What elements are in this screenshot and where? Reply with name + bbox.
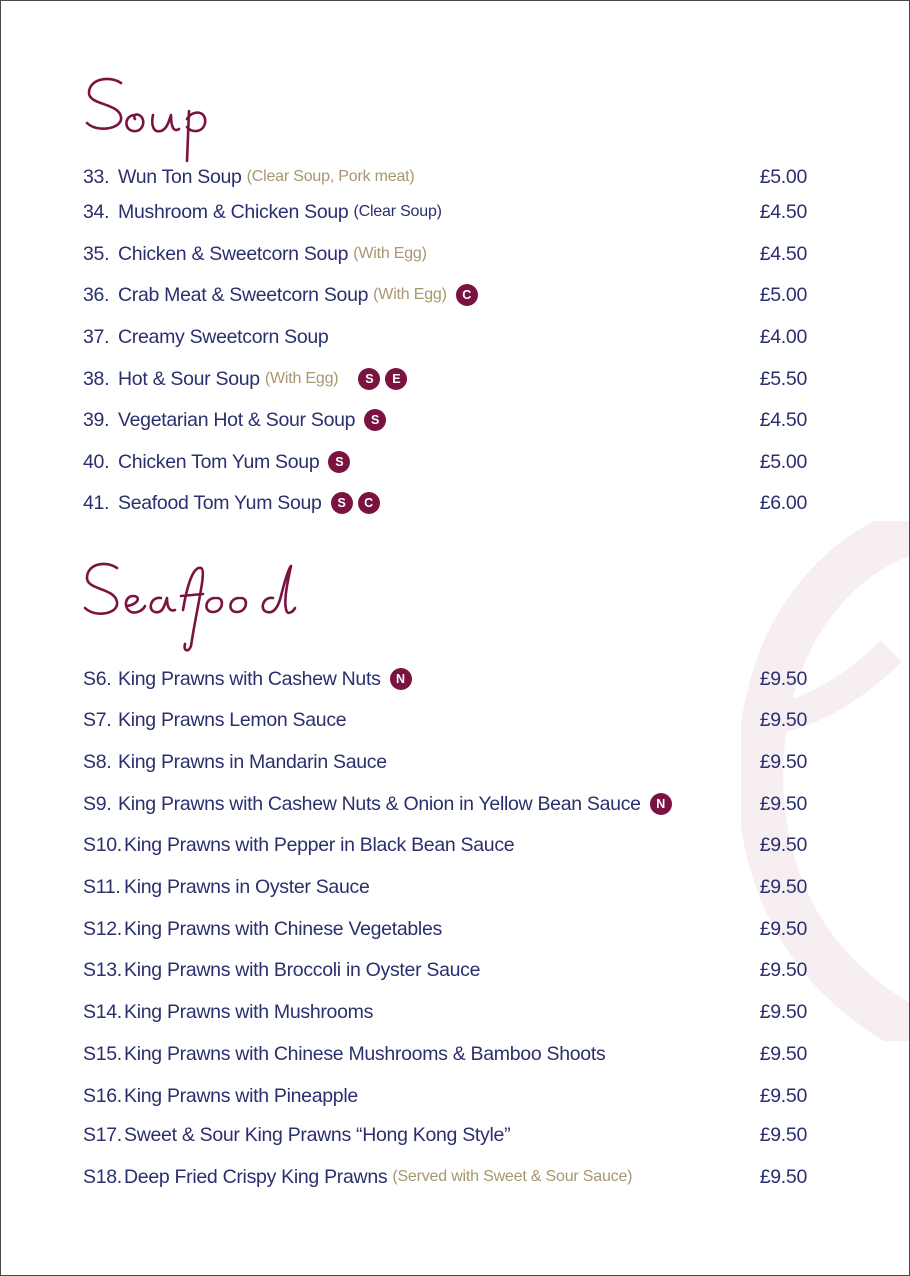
menu-item xyxy=(83,281,807,309)
item-price: £9.50 xyxy=(759,1084,807,1107)
menu-item xyxy=(83,790,807,818)
item-name: Vegetarian Hot & Sour Soup xyxy=(118,408,356,431)
allergen-badge-icon: C xyxy=(358,492,380,514)
item-price: £5.00 xyxy=(759,283,807,306)
item-note: (Clear Soup, Pork meat) xyxy=(246,168,415,185)
allergen-badge-icon: C xyxy=(456,284,478,306)
item-number: S12. xyxy=(83,917,122,940)
menu-item xyxy=(83,198,807,226)
allergen-badge-icon: N xyxy=(390,668,412,690)
allergen-badge-icon: S xyxy=(331,492,353,514)
menu-item xyxy=(83,489,807,517)
item-name: King Prawns with Pineapple xyxy=(124,1084,358,1107)
item-name: King Prawns with Chinese Mushrooms & Bamboo Shoots xyxy=(124,1042,606,1065)
menu-item xyxy=(83,748,807,776)
allergen-badge-icon: E xyxy=(385,368,407,390)
menu-item xyxy=(83,448,807,476)
menu-item xyxy=(83,665,807,693)
item-number: 34. xyxy=(83,200,110,223)
item-note: (With Egg) xyxy=(353,245,427,262)
allergen-badges xyxy=(650,793,672,815)
seafood-script-title xyxy=(83,556,303,656)
menu-item xyxy=(83,1040,807,1068)
allergen-badge-icon: S xyxy=(358,368,380,390)
item-name: Sweet & Sour King Prawns “Hong Kong Style” xyxy=(124,1123,511,1146)
item-name: Creamy Sweetcorn Soup xyxy=(118,325,329,348)
item-number: S15. xyxy=(83,1042,122,1065)
item-price: £9.50 xyxy=(759,708,807,731)
item-name: Chicken Tom Yum Soup xyxy=(118,450,320,473)
item-price: £9.50 xyxy=(759,750,807,773)
item-price: £4.50 xyxy=(759,200,807,223)
menu-item xyxy=(83,240,807,268)
item-price: £9.50 xyxy=(759,875,807,898)
item-price: £9.50 xyxy=(759,917,807,940)
allergen-badge-icon: N xyxy=(650,793,672,815)
item-number: S17. xyxy=(83,1123,122,1146)
menu-item xyxy=(83,956,807,984)
item-number: S14. xyxy=(83,1000,122,1023)
menu-item xyxy=(83,1163,807,1191)
item-price: £6.00 xyxy=(759,491,807,514)
item-price: £9.50 xyxy=(759,667,807,690)
item-price: £9.50 xyxy=(759,1123,807,1146)
item-name: Deep Fried Crispy King Prawns xyxy=(124,1165,388,1188)
item-name: Mushroom & Chicken Soup xyxy=(118,200,349,223)
menu-item xyxy=(83,873,807,901)
item-number: 39. xyxy=(83,408,110,431)
item-name: King Prawns with Broccoli in Oyster Sauce xyxy=(124,958,481,981)
menu-item xyxy=(83,1082,807,1110)
item-name: Chicken & Sweetcorn Soup xyxy=(118,242,349,265)
item-price: £9.50 xyxy=(759,1000,807,1023)
item-price: £9.50 xyxy=(759,1165,807,1188)
menu-item xyxy=(83,831,807,859)
allergen-badges xyxy=(456,284,478,306)
menu-item xyxy=(83,323,807,351)
item-name: King Prawns with Pepper in Black Bean Sauce xyxy=(124,833,515,856)
item-number: 41. xyxy=(83,491,110,514)
item-name: Crab Meat & Sweetcorn Soup xyxy=(118,283,369,306)
allergen-badges xyxy=(358,368,407,390)
item-note: (Clear Soup) xyxy=(353,203,442,220)
item-name: Wun Ton Soup xyxy=(118,165,242,188)
item-price: £5.00 xyxy=(759,450,807,473)
soup-script-title xyxy=(83,63,233,173)
item-number: S13. xyxy=(83,958,122,981)
menu-item xyxy=(83,1121,807,1149)
item-name: Hot & Sour Soup xyxy=(118,367,260,390)
item-number: 38. xyxy=(83,367,110,390)
item-number: 36. xyxy=(83,283,110,306)
item-number: S18. xyxy=(83,1165,122,1188)
item-name: Seafood Tom Yum Soup xyxy=(118,491,322,514)
item-name: King Prawns with Mushrooms xyxy=(124,1000,374,1023)
menu-item xyxy=(83,163,807,191)
item-number: S16. xyxy=(83,1084,122,1107)
item-number: S11. xyxy=(83,875,121,898)
item-note: (Served with Sweet & Sour Sauce) xyxy=(392,1168,633,1185)
menu-item xyxy=(83,706,807,734)
allergen-badges xyxy=(364,409,386,431)
menu-item xyxy=(83,915,807,943)
item-price: £4.50 xyxy=(759,408,807,431)
item-price: £9.50 xyxy=(759,1042,807,1065)
item-price: £4.00 xyxy=(759,325,807,348)
item-name: King Prawns in Mandarin Sauce xyxy=(118,750,387,773)
allergen-badge-icon: S xyxy=(328,451,350,473)
item-number: 33. xyxy=(83,165,110,188)
item-price: £9.50 xyxy=(759,792,807,815)
item-name: King Prawns Lemon Sauce xyxy=(118,708,347,731)
allergen-badges xyxy=(328,451,350,473)
item-name: King Prawns with Cashew Nuts & Onion in Yellow Bean Sauce xyxy=(118,792,641,815)
item-number: S7. xyxy=(83,708,112,731)
item-number: 35. xyxy=(83,242,110,265)
item-name: King Prawns with Cashew Nuts xyxy=(118,667,381,690)
item-price: £5.00 xyxy=(759,165,807,188)
menu-item xyxy=(83,998,807,1026)
item-note: (With Egg) xyxy=(264,370,339,387)
menu-item xyxy=(83,406,807,434)
section-heading-soup xyxy=(83,63,233,173)
item-name: King Prawns in Oyster Sauce xyxy=(124,875,370,898)
item-note: (With Egg) xyxy=(373,286,447,303)
allergen-badge-icon: S xyxy=(364,409,386,431)
item-price: £4.50 xyxy=(759,242,807,265)
section-heading-seafood xyxy=(83,556,303,656)
item-number: S10. xyxy=(83,833,122,856)
item-price: £9.50 xyxy=(759,958,807,981)
menu-item xyxy=(83,365,807,393)
allergen-badges xyxy=(331,492,380,514)
allergen-badges xyxy=(390,668,412,690)
item-number: S8. xyxy=(83,750,112,773)
item-name: King Prawns with Chinese Vegetables xyxy=(124,917,442,940)
item-number: 40. xyxy=(83,450,110,473)
item-price: £5.50 xyxy=(759,367,807,390)
item-number: 37. xyxy=(83,325,110,348)
item-number: S6. xyxy=(83,667,112,690)
item-price: £9.50 xyxy=(759,833,807,856)
item-number: S9. xyxy=(83,792,112,815)
